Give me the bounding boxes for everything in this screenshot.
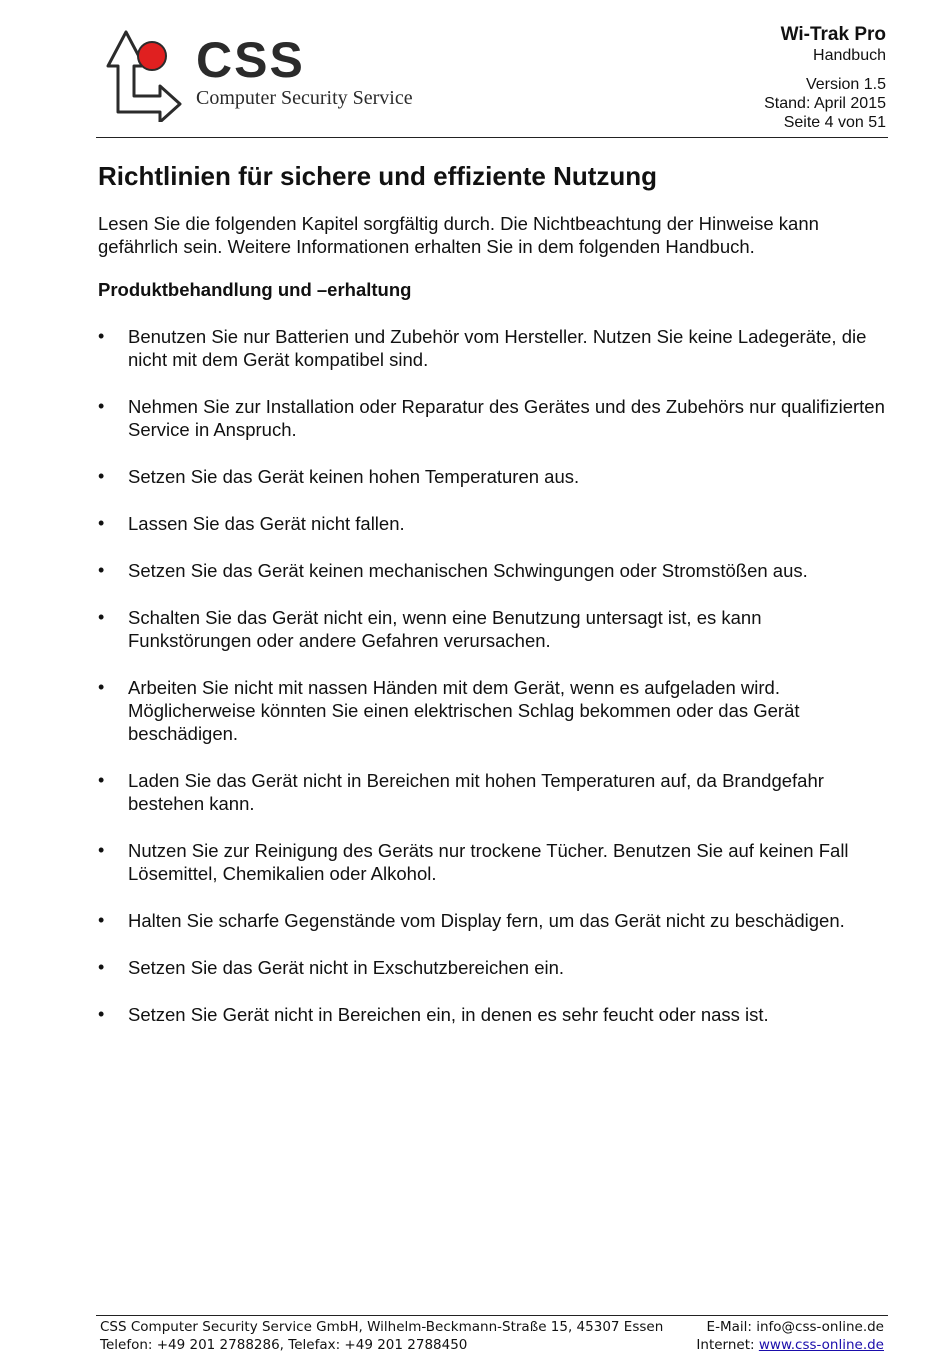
list-item-text: Setzen Sie das Gerät keinen mechanischen Schwingungen oder Stromstößen aus. <box>128 560 808 581</box>
bullet-dot-icon: • <box>98 770 105 790</box>
list-item <box>98 325 888 371</box>
main-content <box>98 160 888 1050</box>
bullet-dot-icon: • <box>98 326 105 346</box>
logo-subtitle: Computer Security Service <box>196 87 413 109</box>
document-date: Stand: April 2015 <box>764 95 886 112</box>
list-item <box>98 512 888 535</box>
css-arrow-logo-icon <box>96 26 192 122</box>
footer-internet <box>696 1336 884 1354</box>
list-item-text: Setzen Sie Gerät nicht in Bereichen ein, in denen es sehr feucht oder nass ist. <box>128 1004 769 1025</box>
list-item-text: Setzen Sie das Gerät nicht in Exschutzbereichen ein. <box>128 957 565 978</box>
bullet-dot-icon: • <box>98 513 105 533</box>
list-item <box>98 465 888 488</box>
list-item-text: Benutzen Sie nur Batterien und Zubehör vom Hersteller. Nutzen Sie keine Ladegeräte, die nicht mit dem Gerät kompatibel sind. <box>128 326 867 370</box>
list-item <box>98 1003 888 1026</box>
section-heading: Produktbehandlung und –erhaltung <box>98 279 412 300</box>
bullet-dot-icon: • <box>98 910 105 930</box>
header-divider <box>96 137 888 138</box>
list-item-text: Lassen Sie das Gerät nicht fallen. <box>128 513 405 534</box>
page-number: Seite 4 von 51 <box>783 114 886 131</box>
footer-email: E-Mail: info@css-online.de <box>706 1319 884 1335</box>
page-title: Richtlinien für sichere und effiziente Nutzung <box>98 161 658 191</box>
list-item <box>98 395 888 441</box>
footer-contact <box>696 1318 884 1354</box>
bullet-dot-icon: • <box>98 466 105 486</box>
logo-wordmark: CSS <box>196 32 305 88</box>
list-item <box>98 956 888 979</box>
bullet-dot-icon: • <box>98 677 105 697</box>
bullet-dot-icon: • <box>98 607 105 627</box>
list-item <box>98 839 888 885</box>
list-item <box>98 676 888 745</box>
list-item-text: Nutzen Sie zur Reinigung des Geräts nur trockene Tücher. Benutzen Sie auf keinen Fall Lösemittel, Chemikalien oder Alkohol. <box>128 840 849 884</box>
header-meta <box>764 24 886 132</box>
list-item <box>98 606 888 652</box>
footer-company-line: CSS Computer Security Service GmbH, Wilhelm-Beckmann-Straße 15, 45307 Essen <box>100 1319 664 1335</box>
footer-internet-label: Internet: <box>696 1337 759 1353</box>
css-logo <box>96 26 456 122</box>
footer-address <box>100 1318 663 1354</box>
safety-list <box>98 325 888 1026</box>
list-item-text: Arbeiten Sie nicht mit nassen Händen mit dem Gerät, wenn es aufgeladen wird. Möglicherweise könnten Sie einen elektrischen Schlag bekommen oder das Gerät beschädigen. <box>128 677 800 744</box>
intro-paragraph: Lesen Sie die folgenden Kapitel sorgfältig durch. Die Nichtbeachtung der Hinweise kann gefährlich sein. Weitere Informationen erhalten Sie in dem folgenden Handbuch. <box>98 213 819 257</box>
list-item <box>98 769 888 815</box>
list-item-text: Setzen Sie das Gerät keinen hohen Temperaturen aus. <box>128 466 580 487</box>
list-item <box>98 559 888 582</box>
document-version: Version 1.5 <box>805 76 886 93</box>
bullet-dot-icon: • <box>98 840 105 860</box>
document-type: Handbuch <box>813 47 886 64</box>
bullet-dot-icon: • <box>98 396 105 416</box>
footer-divider <box>96 1315 888 1316</box>
bullet-dot-icon: • <box>98 560 105 580</box>
list-item-text: Halten Sie scharfe Gegenstände vom Display fern, um das Gerät nicht zu beschädigen. <box>128 910 845 931</box>
product-name: Wi-Trak Pro <box>780 24 886 45</box>
list-item <box>98 909 888 932</box>
list-item-text: Nehmen Sie zur Installation oder Reparatur des Gerätes und des Zubehörs nur qualifizierten Service in Anspruch. <box>128 396 885 440</box>
list-item-text: Schalten Sie das Gerät nicht ein, wenn eine Benutzung untersagt ist, es kann Funkstörungen oder andere Gefahren verursachen. <box>128 607 762 651</box>
footer-phone-line: Telefon: +49 201 2788286, Telefax: +49 201 2788450 <box>100 1337 468 1353</box>
bullet-dot-icon: • <box>98 1004 105 1024</box>
list-item-text: Laden Sie das Gerät nicht in Bereichen mit hohen Temperaturen auf, da Brandgefahr bestehen kann. <box>128 770 824 814</box>
bullet-dot-icon: • <box>98 957 105 977</box>
website-link[interactable]: www.css-online.de <box>758 1337 884 1353</box>
